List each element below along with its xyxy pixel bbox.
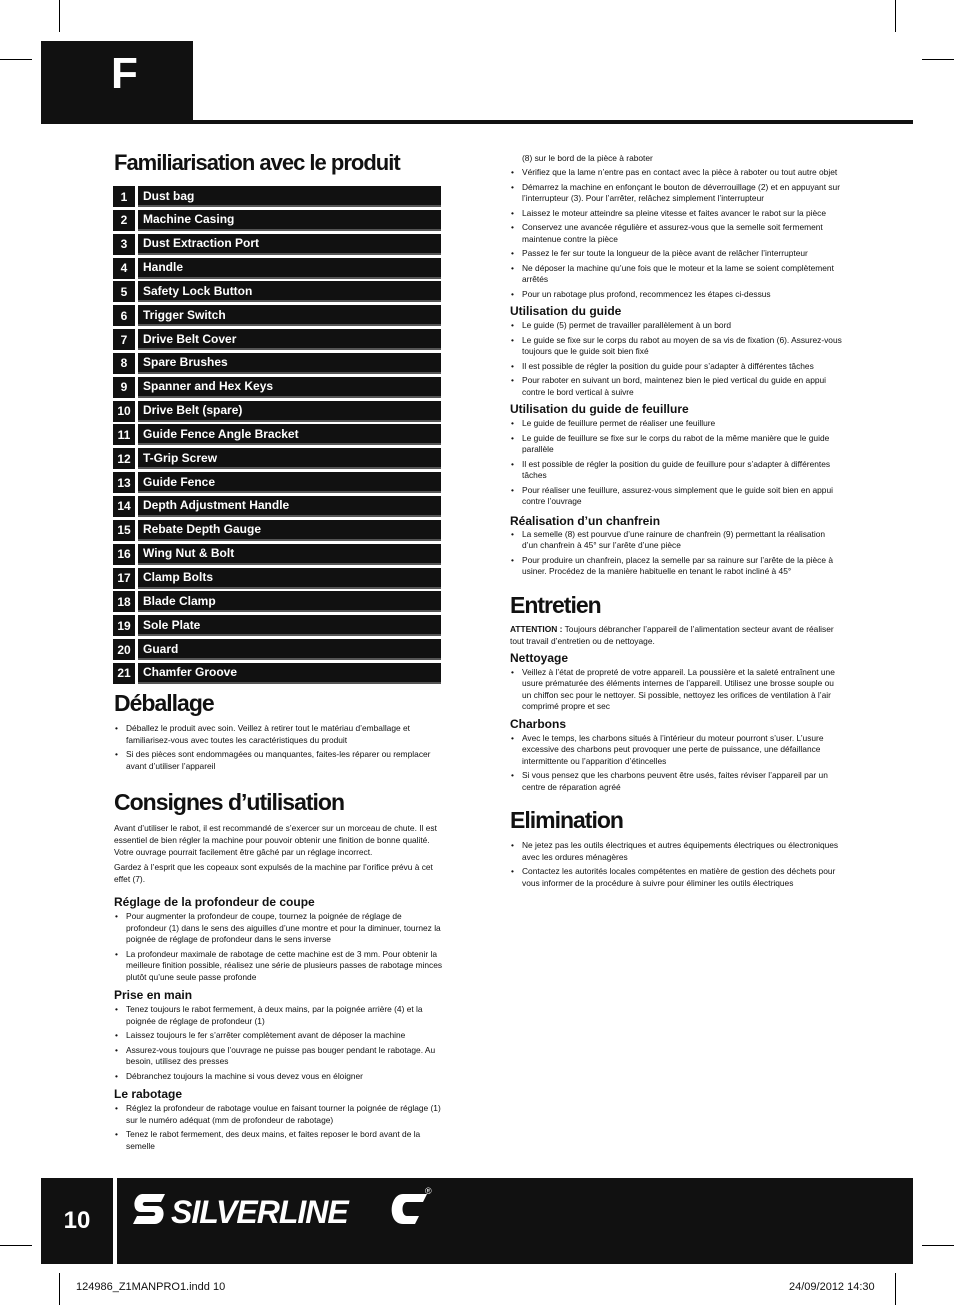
section-title-deballage: Déballage <box>114 690 214 716</box>
section-title-familiarisation: Familiarisation avec le produit <box>114 150 400 175</box>
nettoyage-list <box>510 667 842 713</box>
list-item: • Réglez la profondeur de rabotage voulue en faisant tourner la poignée de réglage (1) sur le numéro adéquat (mm de profondeur de rabotage) <box>114 1103 444 1126</box>
part-row <box>113 234 441 255</box>
part-number: 9 <box>113 377 135 398</box>
part-number: 1 <box>113 186 135 207</box>
list-item: • Contactez les autorités locales compétentes en matière de gestion des déchets pour vous informer de la procédure à suivre pour éliminer les outils électriques <box>510 866 842 889</box>
list-item: • Déballez le produit avec soin. Veillez à retirer tout le matériau d’emballage et familiarisez-vous avec toutes les caractéristiques du produit <box>114 723 444 746</box>
list-item: • Si des pièces sont endommagées ou manquantes, faites-les réparer ou remplacer avant d’utiliser l’appareil <box>114 749 444 772</box>
subtitle-chanfrein: Réalisation d’un chanfrein <box>510 513 661 528</box>
subtitle-prise: Prise en main <box>114 988 193 1002</box>
section-title-consignes: Consignes d’utilisation <box>114 789 345 815</box>
language-letter: F <box>111 49 138 98</box>
elimination-list <box>510 840 842 889</box>
part-number: 21 <box>113 663 135 684</box>
list-item: • Il est possible de régler la position du guide pour s’adapter à différentes tâches <box>510 361 842 373</box>
part-label: Drive Belt Cover <box>138 329 441 350</box>
list-item: • La profondeur maximale de rabotage de cette machine est de 3 mm. Pour obtenir la meilleure finition possible, réalisez une série de plusieurs passes de rabotage minces plutôt qu’une seule passe profonde <box>114 949 444 984</box>
part-row <box>113 639 441 660</box>
silverline-logo <box>133 1186 433 1232</box>
list-item: • Pour produire un chanfrein, placez la semelle par sa rainure sur l’arête de la pièce à usiner. Procédez de la manière habituelle en tenant le rabot incliné à 45° <box>510 555 842 578</box>
part-row <box>113 281 441 302</box>
part-row <box>113 424 441 445</box>
part-label: Sole Plate <box>138 615 441 636</box>
part-row <box>113 258 441 279</box>
part-row <box>113 210 441 231</box>
chanfrein-list <box>510 529 842 578</box>
part-label: Blade Clamp <box>138 591 441 612</box>
list-item: • Le guide de feuillure permet de réaliser une feuillure <box>510 418 842 430</box>
list-item: • Démarrez la machine en enfonçant le bouton de déverrouillage (2) et en appuyant sur l’interrupteur (3). Pour l’arrêter, relâchez simplement l’interrupteur <box>510 182 842 205</box>
deballage-list <box>114 723 444 772</box>
feuillure-list <box>510 418 842 508</box>
part-number: 18 <box>113 591 135 612</box>
header-rule <box>193 120 913 124</box>
list-item: • Le guide (5) permet de travailler parallèlement à un bord <box>510 320 842 332</box>
part-row <box>113 568 441 589</box>
crop-mark <box>0 59 32 60</box>
part-number: 10 <box>113 401 135 422</box>
attention-text: Toujours débrancher l’appareil de l’alimentation secteur avant de réaliser tout travail d’entretien ou de nettoyage. <box>510 623 834 646</box>
part-label: Spare Brushes <box>138 353 441 374</box>
list-item: • Pour augmenter la profondeur de coupe, tournez la poignée de réglage de profondeur (1) dans le sens des aiguilles d’une montre et pour la diminuer, tournez la poignée de réglage de profondeur dans le sens inverse <box>114 911 444 946</box>
attention-label: ATTENTION : <box>510 623 563 634</box>
part-row <box>113 472 441 493</box>
subtitle-feuillure: Utilisation du guide de feuillure <box>510 402 689 416</box>
crop-mark <box>922 59 954 60</box>
part-label: Chamfer Groove <box>138 663 441 684</box>
list-item: • Pour réaliser une feuillure, assurez-vous simplement que le guide soit bien en appui contre l’ouvrage <box>510 485 842 508</box>
part-row <box>113 663 441 684</box>
list-item: • Laissez le moteur atteindre sa pleine vitesse et faites avancer le rabot sur la pièce <box>510 208 842 220</box>
consignes-paragraph: Avant d’utiliser le rabot, il est recommandé de s’exercer sur un morceau de chute. Il est essentiel de bien régler la machine pour pouvoir obtenir une finition de bonne qualité. Votre ouvrage pourrait facilement être gâché par un réglage incorrect. <box>114 823 437 857</box>
part-label: Clamp Bolts <box>138 568 441 589</box>
list-item: • Pour un rabotage plus profond, recommencez les étapes ci-dessus <box>510 289 842 301</box>
part-number: 16 <box>113 544 135 565</box>
part-label: Guard <box>138 639 441 660</box>
list-item: • Avec le temps, les charbons situés à l’intérieur du moteur pourront s’user. L’usure excessive des charbons peut provoquer une perte de puissance, une défaillance intermittente ou l’apparition d’étincelles <box>510 733 842 768</box>
part-number: 17 <box>113 568 135 589</box>
part-row <box>113 329 441 350</box>
part-number: 3 <box>113 234 135 255</box>
part-row <box>113 496 441 517</box>
part-label: Machine Casing <box>138 210 441 231</box>
part-number: 15 <box>113 520 135 541</box>
language-tab <box>41 41 193 124</box>
part-label: Safety Lock Button <box>138 281 441 302</box>
section-title-elimination: Elimination <box>510 807 623 833</box>
parts-list <box>113 186 441 687</box>
part-label: Drive Belt (spare) <box>138 401 441 422</box>
footer-bar <box>41 1178 913 1264</box>
part-number: 11 <box>113 424 135 445</box>
right-column <box>510 152 842 892</box>
part-number: 4 <box>113 258 135 279</box>
part-number: 14 <box>113 496 135 517</box>
footer-divider <box>113 1178 117 1264</box>
part-number: 6 <box>113 305 135 326</box>
list-item: • Tenez toujours le rabot fermement, à deux mains, par la poignée arrière (4) et la poignée de réglage de profondeur (1) <box>114 1004 444 1027</box>
part-row <box>113 186 441 207</box>
part-label: Rebate Depth Gauge <box>138 520 441 541</box>
list-item: • Laissez toujours le fer s’arrêter complètement avant de déposer la machine <box>114 1030 444 1042</box>
part-number: 2 <box>113 210 135 231</box>
part-row <box>113 305 441 326</box>
subtitle-reglage: Réglage de la profondeur de coupe <box>114 895 315 909</box>
part-number: 19 <box>113 615 135 636</box>
list-item: • Pour raboter en suivant un bord, maintenez bien le pied vertical du guide en appui contre le bord vertical à suivre <box>510 375 842 398</box>
list-item: • Vérifiez que la lame n’entre pas en contact avec la pièce à raboter ou tout autre objet <box>510 167 842 179</box>
part-label: Dust Extraction Port <box>138 234 441 255</box>
list-item: • La semelle (8) est pourvue d’une rainure de chanfrein (9) permettant la réalisation d’un chanfrein à 45° sur l’arête d’une pièce <box>510 529 842 552</box>
list-item: • Assurez-vous toujours que l’ouvrage ne puisse pas bouger pendant le rabotage. Au besoin, utilisez des presses <box>114 1045 444 1068</box>
part-row <box>113 377 441 398</box>
reglage-list <box>114 911 444 983</box>
brand-text: SILVERLINE <box>171 1194 348 1230</box>
consignes-section <box>114 789 444 1155</box>
list-item: • Ne déposer la machine qu’une fois que le moteur et la lame se soient complètement arrêtés <box>510 263 842 286</box>
crop-mark <box>895 1273 896 1305</box>
part-number: 7 <box>113 329 135 350</box>
list-item: • Tenez le rabot fermement, des deux mains, et faites reposer le bord avant de la semelle <box>114 1129 444 1152</box>
page-number: 10 <box>63 1207 91 1234</box>
attention-note <box>510 623 842 647</box>
crop-mark <box>895 0 896 32</box>
prise-list <box>114 1004 444 1082</box>
part-row <box>113 401 441 422</box>
crop-mark <box>59 0 60 32</box>
part-number: 12 <box>113 448 135 469</box>
part-number: 20 <box>113 639 135 660</box>
part-label: Guide Fence Angle Bracket <box>138 424 441 445</box>
part-row <box>113 615 441 636</box>
slug-left: 124986_Z1MANPRO1.indd 10 <box>76 1281 226 1293</box>
list-item: • Passez le fer sur toute la longueur de la pièce avant de relâcher l’interrupteur <box>510 248 842 260</box>
subtitle-charbons: Charbons <box>510 716 567 731</box>
rabotage-list <box>114 1103 444 1152</box>
guide-list <box>510 320 842 398</box>
part-label: Guide Fence <box>138 472 441 493</box>
subtitle-rabotage: Le rabotage <box>114 1087 183 1101</box>
crop-mark <box>59 1273 60 1305</box>
part-number: 5 <box>113 281 135 302</box>
subtitle-nettoyage: Nettoyage <box>510 650 569 665</box>
list-item: • Il est possible de régler la position du guide de feuillure pour s’adapter à différentes tâches <box>510 459 842 482</box>
list-item: • Conservez une avancée régulière et assurez-vous que la semelle soit fermement maintenue contre la pièce <box>510 222 842 245</box>
registered-mark: ® <box>425 1186 432 1196</box>
part-label: Spanner and Hex Keys <box>138 377 441 398</box>
list-item: • Le guide de feuillure se fixe sur le corps du rabot de la même manière que le guide parallèle <box>510 433 842 456</box>
rabotage-continued-list <box>510 167 842 300</box>
list-item: • Veillez à l’état de propreté de votre appareil. La poussière et la saleté entraînent une usure prématurée des éléments internes de l’appareil. Utilisez une brosse souple ou un chiffon sec pour le nettoyer. Si possible, nettoyez les orifices de ventilation à l’air comprimé propre et sec <box>510 667 842 713</box>
part-label: Trigger Switch <box>138 305 441 326</box>
list-item: • Si vous pensez que les charbons peuvent être usés, faites réviser l’appareil par un centre de réparation agréé <box>510 770 842 793</box>
part-row <box>113 544 441 565</box>
part-label: Handle <box>138 258 441 279</box>
part-number: 8 <box>113 353 135 374</box>
part-label: Depth Adjustment Handle <box>138 496 441 517</box>
part-label: Dust bag <box>138 186 441 207</box>
crop-mark <box>0 1245 32 1246</box>
section-title-entretien: Entretien <box>510 591 601 618</box>
charbons-list <box>510 733 842 794</box>
continued-text: (8) sur le bord de la pièce à raboter <box>522 153 653 163</box>
consignes-paragraph: Gardez à l’esprit que les copeaux sont expulsés de la machine par l’orifice prévu à cet effet (7). <box>114 862 433 884</box>
list-item: • Le guide se fixe sur le corps du rabot au moyen de sa vis de fixation (6). Assurez-vous toujours que le guide soit bien fixé <box>510 335 842 358</box>
part-row <box>113 591 441 612</box>
list-item: • Débranchez toujours la machine si vous devez vous en éloigner <box>114 1071 444 1083</box>
part-row <box>113 520 441 541</box>
part-label: Wing Nut & Bolt <box>138 544 441 565</box>
subtitle-guide: Utilisation du guide <box>510 304 622 318</box>
part-label: T-Grip Screw <box>138 448 441 469</box>
slug-right: 24/09/2012 14:30 <box>789 1281 875 1293</box>
crop-mark <box>922 1245 954 1246</box>
deballage-section <box>114 690 444 775</box>
list-item: • Ne jetez pas les outils électriques et autres équipements électriques ou électroniques avec les ordures ménagères <box>510 840 842 863</box>
part-row <box>113 353 441 374</box>
part-number: 13 <box>113 472 135 493</box>
part-row <box>113 448 441 469</box>
